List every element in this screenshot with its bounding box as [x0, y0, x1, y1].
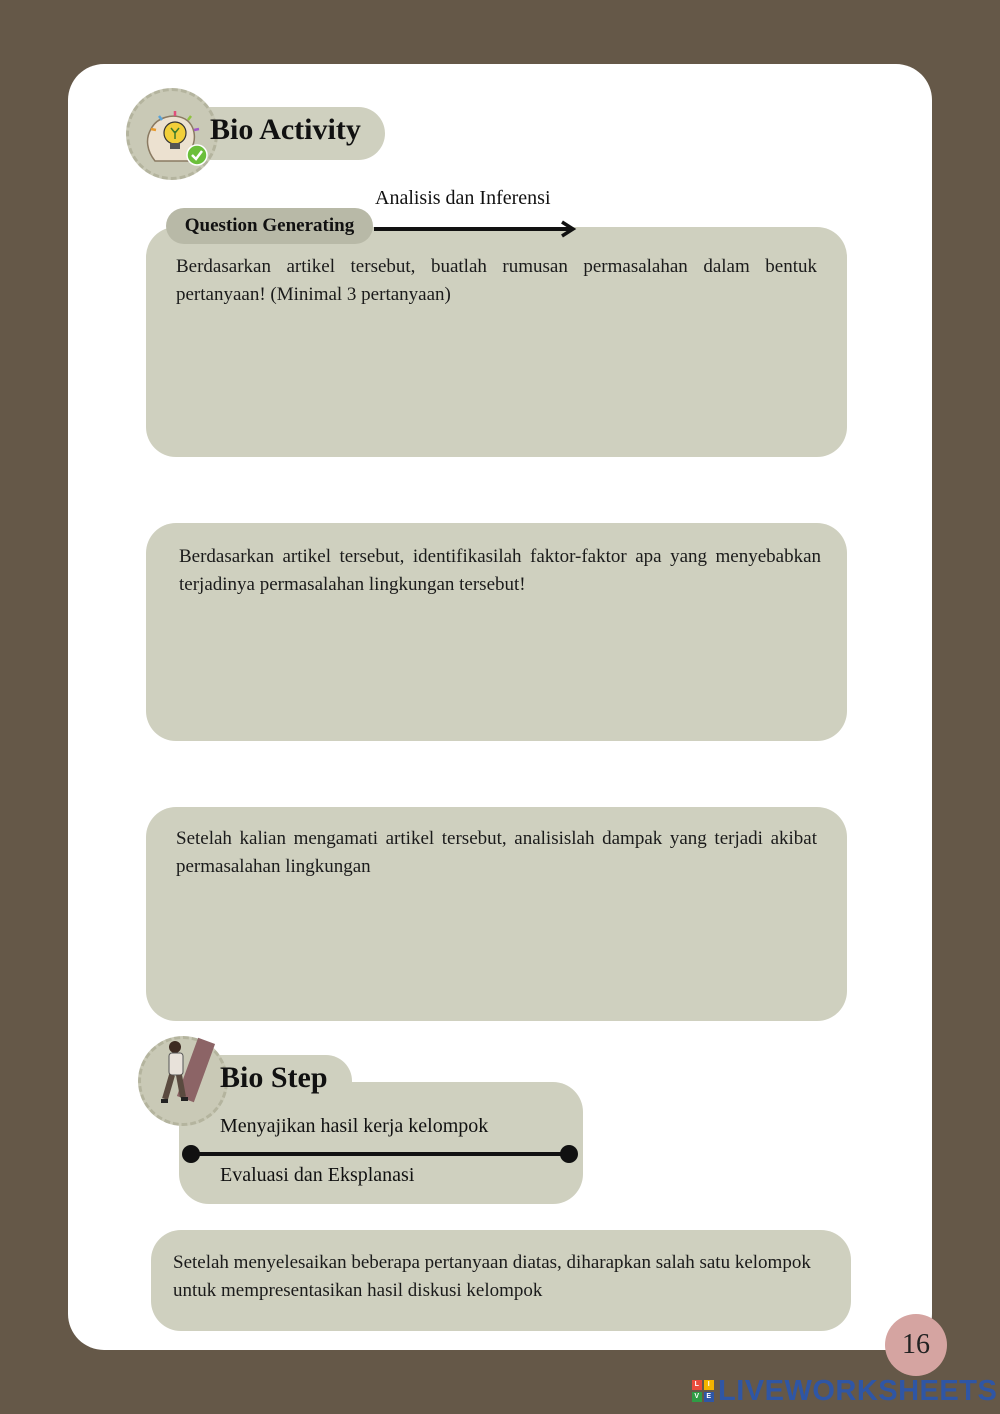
task-box-2[interactable]	[146, 523, 847, 741]
bio-step-bottom-label: Evaluasi dan Eksplanasi	[220, 1164, 415, 1186]
arrow-label: Analisis dan Inferensi	[375, 187, 551, 209]
final-note-text: Setelah menyelesaikan beberapa pertanyaan diatas, diharapkan salah satu kelompok untuk mempresentasikan hasil diskusi kelompok	[173, 1252, 811, 1301]
question-generating-pill	[166, 208, 373, 244]
check-icon	[186, 144, 208, 166]
liveworksheets-watermark	[692, 1375, 997, 1407]
final-note-box	[151, 1230, 851, 1331]
task-2-text: Berdasarkan artikel tersebut, identifikasilah faktor-faktor apa yang menyebabkan terjadinya permasalahan lingkungan tersebut!	[179, 546, 821, 595]
watermark-text: LIVEWORKSHEETS	[718, 1374, 998, 1407]
bio-step-top-label: Menyajikan hasil kerja kelompok	[220, 1115, 489, 1137]
task-box-3[interactable]	[146, 807, 847, 1021]
bio-step-badge	[138, 1036, 228, 1126]
task-1-text: Berdasarkan artikel tersebut, buatlah rumusan permasalahan dalam bentuk pertanyaan! (Minimal 3 pertanyaan)	[176, 256, 817, 305]
task-box-1[interactable]	[146, 227, 847, 457]
question-generating-label: Question Generating	[184, 215, 355, 236]
bio-step-title: Bio Step	[220, 1061, 328, 1094]
arrow-right-icon	[370, 219, 580, 239]
task-3-text: Setelah kalian mengamati artikel tersebut, analisislah dampak yang terjadi akibat permasalahan lingkungan	[176, 828, 817, 877]
bio-activity-title: Bio Activity	[210, 113, 361, 146]
bio-activity-badge	[126, 88, 218, 180]
person-carrying-board-icon	[141, 1033, 225, 1117]
liveworksheets-logo-icon: L I V E	[692, 1380, 714, 1402]
step-connector-line	[181, 1142, 581, 1166]
page-number: 16	[885, 1314, 947, 1376]
